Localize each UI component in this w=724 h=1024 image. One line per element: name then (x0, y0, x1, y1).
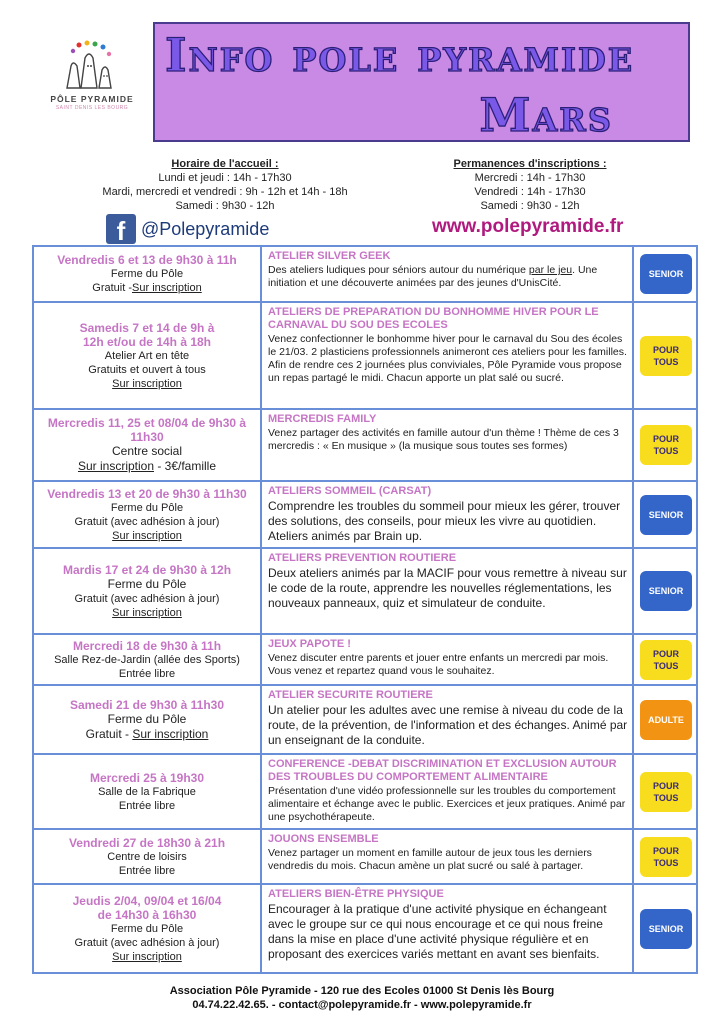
event-place: Salle Rez-de-Jardin (allée des Sports) (54, 653, 240, 666)
footer (0, 984, 724, 1012)
event-text-part: . Une initiation et une découverte animées par des jeunes d'UnisCité. (268, 264, 598, 289)
event-place: Atelier Art en tête (104, 349, 190, 362)
event-text: Présentation d'une vidéo professionnelle sur les troubles du comportement alimentaire et échange avec le public. Exercices et jeux pratiques. Animé par une psychothérapeute. (268, 785, 626, 823)
event-place: Centre social (111, 444, 183, 458)
pyramid-figures-icon (57, 40, 127, 92)
audience-badge: ADULTE (640, 700, 692, 740)
registration-hours (420, 157, 640, 213)
event-badge-cell (636, 830, 696, 883)
event-text: Venez confectionner le bonhomme hiver pour le carnaval du Sou des écoles le 21/03. 2 plasticiens professionnels animeront ces ateliers pour les familles. Afin de rendre ces 2 journées plus conviviales, Pôle Pyramide vous propose un repas partagé le midi. Chacun apporte un plat salé ou sucré. (268, 333, 627, 384)
event-date-cell (34, 635, 262, 684)
event-when: Samedis 7 et 14 de 9h à 12h et/ou de 14h à 18h (79, 320, 215, 349)
reception-hours-title: Horaire de l'accueil : (171, 158, 279, 170)
event-place: Ferme du Pôle (110, 268, 184, 280)
event-price: Gratuit (avec adhésion à jour) (74, 936, 220, 949)
reception-hours-line: Mardi, mercredi et vendredi : 9h - 12h et 14h - 18h (102, 186, 348, 198)
event-text: Comprendre les troubles du sommeil pour mieux les gérer, trouver des solutions, des conseils, pour mieux les vivre au quotidien. Ateliers animés par Brain up. (268, 499, 621, 543)
audience-badge: SENIOR (640, 571, 692, 611)
audience-badge: POUR TOUS (640, 336, 692, 376)
website-link[interactable]: www.polepyramide.fr (432, 216, 624, 237)
table-row (34, 482, 696, 549)
event-when: Jeudis 2/04, 09/04 et 16/04 de 14h30 à 16h30 (72, 893, 222, 922)
registration-link[interactable]: Sur inscription (112, 377, 182, 390)
event-title: ATELIERS PREVENTION ROUTIERE (268, 552, 457, 564)
event-title: MERCREDIS FAMILY (268, 413, 377, 425)
audience-badge: SENIOR (640, 495, 692, 535)
event-title: JEUX PAPOTE ! (268, 638, 351, 650)
event-when: Vendredi 27 de 18h30 à 21h (68, 835, 226, 850)
event-place: Salle de la Fabrique (98, 785, 196, 798)
event-date-cell (34, 549, 262, 633)
event-title: ATELIERS SOMMEIL (CARSAT) (268, 485, 432, 497)
event-text: Venez discuter entre parents et jouer entre enfants un mercredi par mois. Vous venez et repartez quand vous le souhaitez. (268, 652, 609, 677)
table-row (34, 549, 696, 635)
registration-link[interactable]: Sur inscription (132, 726, 209, 741)
event-desc-cell (264, 686, 634, 753)
event-date-cell (34, 686, 262, 753)
table-row (34, 830, 696, 885)
event-price: Gratuits et ouvert à tous (88, 363, 206, 376)
registration-link[interactable]: Sur inscription (112, 529, 182, 542)
facebook-handle: @Polepyramide (141, 218, 270, 239)
event-price: Gratuit (avec adhésion à jour) (74, 515, 220, 528)
audience-badge: POUR TOUS (640, 772, 692, 812)
event-price-text: Gratuit - (92, 282, 133, 294)
event-place: Centre de loisirs (107, 850, 187, 863)
event-date-cell (34, 247, 262, 301)
event-price (78, 459, 216, 474)
event-badge-cell (636, 549, 696, 633)
event-when: Vendredis 13 et 20 de 9h30 à 11h30 (47, 486, 247, 501)
audience-badge: SENIOR (640, 254, 692, 294)
facebook-link[interactable] (106, 214, 269, 244)
event-text (268, 264, 628, 290)
registration-link[interactable]: Sur inscription (112, 950, 182, 963)
event-text: Deux ateliers animés par la MACIF pour vous remettre à niveau sur le code de la route, apprendre les nouvelles réglementations, les nouveaux panneaux, quiz et simulateur de conduite. (268, 566, 627, 610)
event-when: Mercredi 18 de 9h30 à 11h (72, 638, 222, 653)
event-price: Gratuit (avec adhésion à jour) (74, 592, 220, 605)
audience-badge: POUR TOUS (640, 425, 692, 465)
event-text: Un atelier pour les adultes avec une remise à niveau du code de la route, de la prévention, de l'information et des échanges. Animé par un enseignant de la conduite. (268, 703, 628, 747)
title-line-1: Info pole pyramide (165, 28, 635, 82)
event-price: Entrée libre (118, 799, 176, 812)
event-text-part: Des ateliers ludiques pour séniors autour du numérique (268, 264, 529, 276)
event-title: CONFERENCE -DEBAT DISCRIMINATION ET EXCLUSION AUTOUR DES TROUBLES DU COMPORTEMENT ALIMENTAIRE (268, 758, 617, 783)
event-desc-cell (264, 482, 634, 547)
event-badge-cell (636, 410, 696, 480)
registration-link[interactable]: Sur inscription (112, 606, 182, 619)
table-row (34, 885, 696, 972)
audience-badge: POUR TOUS (640, 837, 692, 877)
event-date-cell (34, 303, 262, 408)
title-line-2: Mars (479, 88, 613, 142)
event-price (92, 281, 201, 295)
event-badge-cell (636, 686, 696, 753)
event-place: Ferme du Pôle (110, 922, 184, 935)
event-desc-cell (264, 635, 634, 684)
event-title: ATELIERS DE PREPARATION DU BONHOMME HIVER POUR LE CARNAVAL DU SOU DES ECOLES (268, 306, 599, 331)
reception-hours-line: Lundi et jeudi : 14h - 17h30 (158, 172, 292, 184)
event-badge-cell (636, 885, 696, 972)
event-place: Ferme du Pôle (107, 711, 187, 726)
event-title: JOUONS ENSEMBLE (268, 833, 379, 845)
event-badge-cell (636, 303, 696, 408)
event-when: Samedi 21 de 9h30 à 11h30 (69, 697, 225, 712)
event-price: Entrée libre (118, 864, 176, 877)
registration-hours-line: Samedi : 9h30 - 12h (480, 200, 580, 212)
event-badge-cell (636, 755, 696, 828)
audience-badge: SENIOR (640, 909, 692, 949)
event-badge-cell (636, 247, 696, 301)
event-text-link[interactable]: par le jeu (528, 264, 573, 276)
event-title: ATELIER SILVER GEEK (268, 250, 391, 262)
table-row (34, 410, 696, 482)
registration-link[interactable]: Sur inscription (77, 459, 154, 473)
registration-hours-line: Mercredi : 14h - 17h30 (474, 172, 586, 184)
event-text: Venez partager un moment en famille autour de jeux tous les derniers vendredis du mois. Chacun amène un plat sucré ou salé à partager. (268, 847, 592, 872)
event-date-cell (34, 755, 262, 828)
table-row (34, 303, 696, 410)
event-price: Entrée libre (118, 667, 176, 680)
table-row (34, 755, 696, 830)
event-desc-cell (264, 410, 634, 480)
title-banner (153, 22, 690, 142)
event-when: Mardis 17 et 24 de 9h30 à 12h (62, 562, 232, 577)
event-desc-cell (264, 755, 634, 828)
registration-hours-title: Permanences d'inscriptions : (453, 158, 607, 170)
registration-link[interactable]: Sur inscription (132, 282, 202, 294)
logo-name: PÔLE PYRAMIDE (50, 94, 134, 104)
event-text: Encourager à la pratique d'une activité physique en échangeant avec le groupe sur ce qui nous encourage et ce qui nous freine dans la mise en place d'une activité physique régulière et en proposant des exercices variés mettant en avant ses bienfaits. (268, 902, 607, 961)
footer-address: Association Pôle Pyramide - 120 rue des Ecoles 01000 St Denis lès Bourg (169, 985, 555, 997)
event-text: Venez partager des activités en famille autour d'un thème ! Thème de ces 3 mercredis : « En musique » (la musique sous toutes ses formes) (268, 427, 619, 452)
event-title: ATELIER SECURITE ROUTIERE (268, 689, 433, 701)
reception-hours (60, 157, 390, 213)
event-price-text: Gratuit - (85, 726, 133, 741)
event-price (86, 727, 209, 742)
event-when: Mercredi 25 à 19h30 (89, 770, 205, 785)
event-date-cell (34, 482, 262, 547)
event-when: Vendredis 6 et 13 de 9h30 à 11h (57, 253, 237, 267)
table-row (34, 686, 696, 755)
event-desc-cell (264, 303, 634, 408)
event-desc-cell (264, 830, 634, 883)
event-date-cell (34, 830, 262, 883)
event-price-text: - 3€/famille (154, 459, 217, 473)
event-badge-cell (636, 635, 696, 684)
event-badge-cell (636, 482, 696, 547)
table-row (34, 247, 696, 303)
pole-pyramide-logo (44, 40, 140, 124)
event-date-cell (34, 885, 262, 972)
logo-subtitle: SAINT DENIS LES BOURG (55, 105, 129, 111)
registration-hours-line: Vendredi : 14h - 17h30 (474, 186, 586, 198)
table-row (34, 635, 696, 686)
event-desc-cell (264, 247, 634, 301)
reception-hours-line: Samedi : 9h30 - 12h (175, 200, 275, 212)
event-when: Mercredis 11, 25 et 08/04 de 9h30 à 11h30 (47, 416, 247, 444)
events-table (32, 245, 698, 974)
event-desc-cell (264, 885, 634, 972)
audience-badge: POUR TOUS (640, 640, 692, 680)
event-place: Ferme du Pôle (107, 576, 187, 591)
footer-contact: 04.74.22.42.65. - contact@polepyramide.fr - www.polepyramide.fr (192, 999, 532, 1011)
event-date-cell (34, 410, 262, 480)
facebook-icon: f (106, 214, 136, 244)
event-place: Ferme du Pôle (110, 501, 184, 514)
event-title: ATELIERS BIEN-ÊTRE PHYSIQUE (268, 888, 444, 900)
event-desc-cell (264, 549, 634, 633)
